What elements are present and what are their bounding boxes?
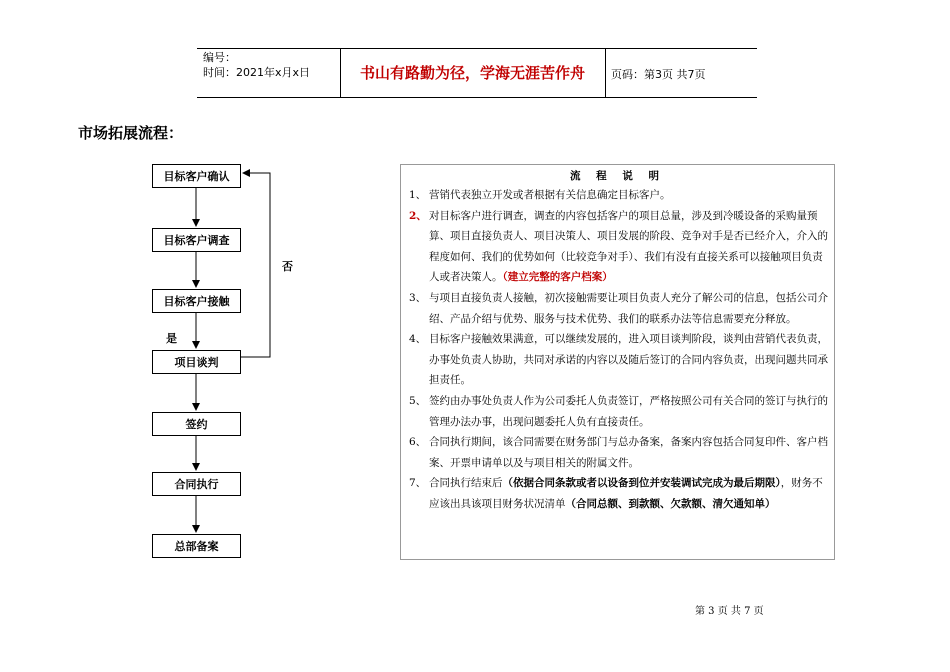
item-number: 2、	[409, 209, 427, 222]
flow-step-hq-filing: 总部备案	[152, 534, 241, 558]
item-number: 6、	[409, 436, 427, 449]
flow-no-label: 否	[282, 260, 293, 273]
item-text: 营销代表独立开发或者根据有关信息确定目标客户。	[429, 189, 671, 201]
item-text: 与项目直接负责人接触，初次接触需要让项目负责人充分了解公司的信息，包括公司介绍、产品介绍与优势、服务与技术优势、我们的联系办法等信息需要充分释放。	[429, 291, 828, 325]
section-title: 市场拓展流程：	[78, 124, 184, 142]
process-description	[400, 164, 835, 560]
flow-step-confirm-target: 目标客户确认	[152, 164, 241, 188]
description-item	[401, 473, 834, 514]
item-number: 7、	[409, 477, 427, 490]
header-bottom-rule	[197, 97, 757, 98]
description-item	[401, 432, 834, 473]
header-meta	[203, 50, 310, 80]
item-bold-text: （合同总额、到款额、欠款额、清欠通知单）	[565, 497, 776, 510]
description-item	[401, 391, 834, 432]
flow-step-survey-target: 目标客户调查	[152, 228, 241, 252]
item-number: 1、	[409, 189, 427, 201]
description-item	[401, 185, 834, 206]
item-text: 签约由办事处负责人作为公司委托人负责签订，严格按照公司有关合同的签订与执行的管理办法办事，出现问题委托人负有直接责任。	[429, 394, 828, 428]
header-motto: 书山有路勤为径，学海无涯苦作舟	[359, 64, 585, 82]
flow-step-sign: 签约	[152, 412, 241, 436]
description-title: 流 程 说 明	[570, 170, 665, 182]
flow-step-contact-target: 目标客户接触	[152, 289, 241, 313]
flow-step-contract-execution: 合同执行	[152, 472, 241, 496]
time-label: 时间：2021年x月x日	[203, 66, 311, 79]
code-label: 编号：	[203, 51, 236, 64]
item-number: 4、	[409, 333, 427, 346]
item-text: ，财务不应该出具该项目财务状况清单	[429, 477, 823, 510]
item-bold-text: （依据合同条款或者以设备到位并安装调试完成为最后期限）	[502, 477, 781, 490]
page-footer: 第 3 页 共 7 页	[695, 606, 764, 617]
item-number: 5、	[409, 394, 427, 407]
description-item	[401, 329, 834, 391]
item-number: 3、	[409, 291, 427, 304]
item-text: 合同执行结束后	[429, 477, 503, 490]
flow-step-negotiation: 项目谈判	[152, 350, 241, 374]
description-item	[401, 206, 834, 288]
description-item	[401, 288, 834, 329]
header-page-info: 页码：第3页 共7页	[611, 68, 706, 81]
item-text: 对目标客户进行调查，调查的内容包括客户的项目总量，涉及到冷暖设备的采购量预算、项目直接负责人、项目决策人、项目发展的阶段、竞争对手是否已经介入，介入的程度如何、我们的优势如何（比较竞争对手）、我们有没有直接关系可以接触项目负责人或者决策人。	[429, 209, 828, 284]
item-text: 目标客户接触效果满意，可以继续发展的，进入项目谈判阶段，谈判由营销代表负责，办事处负责人协助，共同对承诺的内容以及随后签订的合同内容负责，出现问题共同承担责任。	[429, 333, 828, 387]
item-text: 合同执行期间，该合同需要在财务部门与总办备案，备案内容包括合同复印件、客户档案、开票申请单以及与项目相关的附属文件。	[429, 436, 828, 469]
flow-yes-label: 是	[166, 332, 177, 345]
feedback-loop-arrow	[241, 173, 270, 357]
item-highlight: （建立完整的客户档案）	[502, 271, 613, 284]
header-divider	[605, 48, 606, 97]
header-top-rule	[197, 48, 757, 49]
